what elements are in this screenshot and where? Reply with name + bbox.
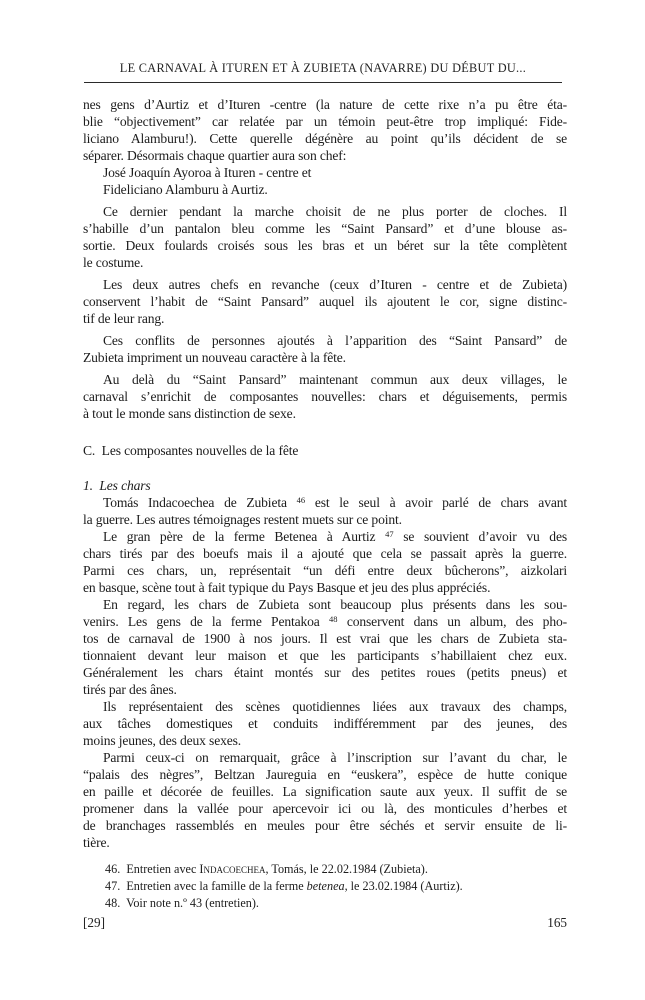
text-line: de branchages rassemblés en meules pour être séchés et servir ensuite de li- [83,818,567,833]
text-line: la guerre. Les autres témoignages restent muets sur ce point. [83,512,402,527]
subsection-heading [83,477,567,494]
footnote-reference: 48 [329,614,338,624]
text-line: promener dans la vallée pour apercevoir ici ou là, des monticules d’herbes et [83,801,567,816]
text-line: En regard, les chars de Zubieta sont beaucoup plus présents dans les sou- [103,597,567,612]
text-line: José Joaquín Ayoroa à Ituren - centre et [103,165,312,180]
footnote-reference: 47 [385,529,394,539]
text-line: 48. Voir note n.º 43 (entretien). [105,896,259,910]
text-line: s’habille d’un pantalon bleu comme les “Saint Pansard” et d’une blouse as- [83,221,567,236]
paragraph-costume [83,203,567,271]
text-line: Parmi ces chars, un, représentait “un défi entre deux bûcherons”, aizkolari [83,563,567,578]
text-line: Généralement les chars étaint montés sur des petites roues (petits pneus) et [83,665,567,680]
text-line: en basque, scène tout à fait typique du Pays Basque et jeu des plus appréciés. [83,580,491,595]
text-flow [83,96,567,912]
text-line: Zubieta impriment un nouveau caractère à la fête. [83,350,346,365]
text-line: aux tâches domestiques et conduits indifféremment par des jeunes, des [83,716,567,731]
text-line: venirs. Les gens de la ferme Pentakoa $^{48}$ conservent dans un album, des pho- [83,614,567,629]
text-line: Fideliciano Alamburu à Aurtiz. [103,182,268,197]
text-line: tif de leur rang. [83,311,165,326]
footer-page-number: 165 [547,915,567,930]
text-line: sortie. Deux foulards croisés sous les bras et un béret sur la tête complètent [83,238,567,253]
paragraph-scenes [83,698,567,749]
text-line: 46. Entretien avec Indacoechea, Tomás, le 22.02.1984 (Zubieta). [105,862,428,876]
paragraph-tomas [83,494,567,528]
text-line: tos de carnaval de 1900 à nos jours. Il est vrai que les chars de Zubieta sta- [83,631,567,646]
text-line: Tomás Indacoechea de Zubieta $^{46}$ est le seul à avoir parlé de chars avant [103,495,567,510]
text-line: conservent l’habit de “Saint Pansard” auquel ils ajoutent le cor, signe distinc- [83,294,567,309]
text-line: 1. Les chars [83,478,151,493]
paragraph-granpere [83,528,567,596]
text-line: le costume. [83,255,144,270]
text-line: à tout le monde sans distinction de sexe. [83,406,296,421]
text-line: tière. [83,835,110,850]
text-line: Ce dernier pendant la marche choisit de ne plus porter de cloches. Il [103,204,567,219]
page-footer [83,915,567,931]
text-line: carnaval s’enrichit de composantes nouvelles: chars et déguisements, permis [83,389,567,404]
text-line: “palais des nègres”, Beltzan Jaureguia en “euskera”, espèce de hutte conique [83,767,567,782]
chief-list [83,164,567,198]
text-line: nes gens d’Aurtiz et d’Ituren -centre (la nature de cette rixe n’a pu être éta- [83,97,567,112]
text-line: Le gran père de la ferme Betenea à Aurtiz $^{47}$ se souvient d’avoir vu des [103,529,567,544]
text-line: tionnaient devant leur maison et que les participants s’habillaient chez eux. [83,648,567,663]
footnotes [83,861,567,912]
text-line: Au delà du “Saint Pansard” maintenant commun aux deux villages, le [103,372,567,387]
paragraph-audela [83,371,567,422]
text-line: Ces conflits de personnes ajoutés à l’apparition des “Saint Pansard” de [103,333,567,348]
text-line: chars tirés par des boeufs mais il a ajouté que cela se passait après la guerre. [83,546,567,561]
text-line: Ils représentaient des scènes quotidiennes liées aux travaux des champs, [103,699,567,714]
text-line: liciano Alamburu!). Cette querelle dégénère au point qu’ils décident de se [83,131,567,146]
text-line: Parmi ceux-ci on remarquait, grâce à l’inscription sur l’avant du char, le [103,750,567,765]
paragraph-conflits [83,332,567,366]
paragraph-chefs [83,276,567,327]
text-line: moins jeunes, des deux sexes. [83,733,241,748]
footnote-reference: 46 [296,495,306,505]
text-line: 47. Entretien avec la famille de la ferme betenea, le 23.02.1984 (Aurtiz). [105,879,463,893]
text-line: C. Les composantes nouvelles de la fête [83,443,299,458]
section-heading [83,442,567,459]
text-line: en paille et décorée de feuilles. La signification saute aux yeux. Il suffit de se [83,784,567,799]
text-line: tirés par des ânes. [83,682,177,697]
text-line: séparer. Désormais chaque quartier aura son chef: [83,148,347,163]
text-line: Les deux autres chefs en revanche (ceux d’Ituren - centre et de Zubieta) [103,277,567,292]
footer-sequence-number: [29] [83,915,105,930]
running-head: LE CARNAVAL À ITUREN ET À ZUBIETA (NAVARRE) DU DÉBUT DU... [84,61,562,83]
paragraph-enregard [83,596,567,698]
paragraph-palais [83,749,567,851]
paragraph-continuation [83,96,567,164]
text-line: blie “objectivement” car relatée par un témoin peut-être trop impliqué: Fide- [83,114,567,129]
